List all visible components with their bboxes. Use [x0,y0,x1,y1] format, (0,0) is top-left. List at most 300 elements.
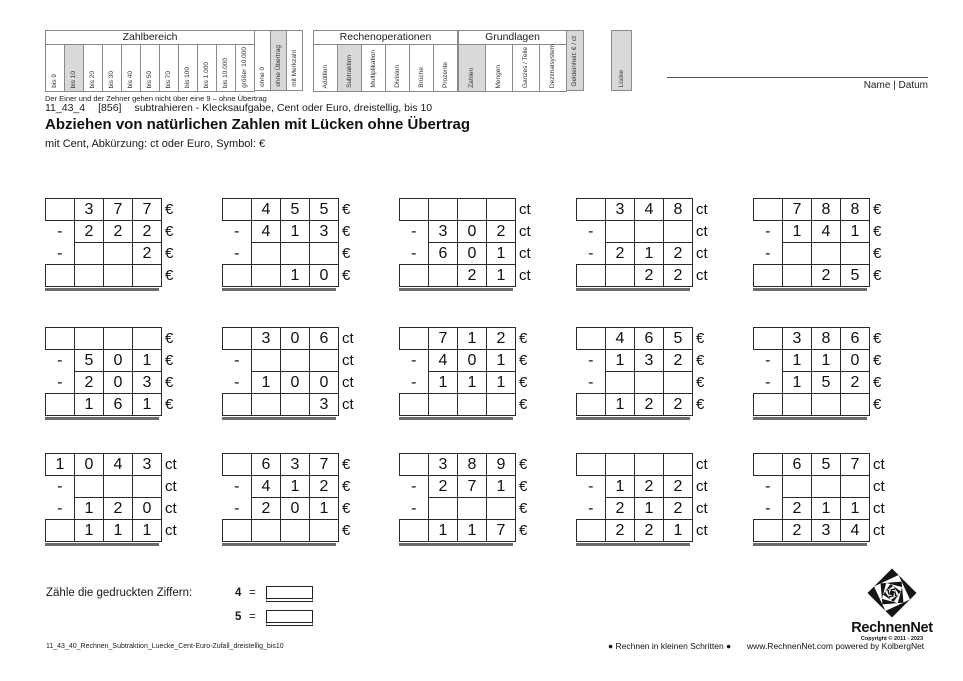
blank-cell [458,498,487,520]
matrix-cell-label: Addition [321,64,329,88]
matrix-cell-label: bis 10.000 [222,58,230,88]
digit-cell: 1 [281,265,310,287]
blank-cell [400,394,429,416]
minus-sign: - [765,352,771,370]
minus-sign: - [588,223,594,241]
digit-cell: 8 [458,454,487,476]
result-underline [45,543,159,546]
minus-sign: - [411,352,417,370]
digit-cell: 0 [458,350,487,372]
problem-grid [576,198,717,287]
minus-sign: - [588,373,594,391]
problem-grid [45,198,186,287]
digit-cell: 0 [841,350,870,372]
subtraction-problem [576,453,717,546]
digit-cell: 1 [606,394,635,416]
blank-cell [664,221,693,243]
digit-cell: 0 [133,498,162,520]
count-answer-box-5 [266,610,313,626]
equals-sign: = [249,611,256,623]
blank-cell [46,328,75,350]
page-title: Abziehen von natürlichen Zahlen mit Lücken ohne Übertrag [45,116,471,133]
digit-cell: 1 [487,372,516,394]
digit-cell: 2 [783,520,812,542]
minus-sign: - [234,478,240,496]
unit-label: € [873,201,882,218]
digit-cell: 3 [310,221,339,243]
minus-sign: - [765,244,771,262]
blank-cell [783,265,812,287]
blank-cell [281,243,310,265]
unit-label: € [873,223,882,240]
digit-cell: 5 [812,372,841,394]
result-underline [753,288,867,291]
minus-sign: - [57,244,63,262]
blank-cell [812,243,841,265]
blank-cell [104,265,133,287]
rechnennet-spiral-icon [866,567,918,619]
blank-cell [104,328,133,350]
matrix-group-label: Grundlagen [458,30,567,45]
digit-cell: 7 [487,520,516,542]
digit-cell: 1 [783,221,812,243]
subtraction-problem [45,327,186,420]
blank-cell [133,328,162,350]
blank-cell [46,394,75,416]
unit-label: € [342,201,351,218]
matrix-cell-label: bis 10 [70,70,78,88]
digit-cell: 1 [310,498,339,520]
unit-label: ct [696,456,708,473]
unit-label: ct [342,352,354,369]
blank-cell [635,372,664,394]
subtraction-problem [222,453,363,546]
subtraction-problem [576,198,717,291]
result-underline [753,543,867,546]
problem-grid [222,453,363,542]
matrix-cell-label: bis 9 [51,74,59,88]
minus-sign: - [411,499,417,517]
blank-cell [812,394,841,416]
blank-cell [75,328,104,350]
digit-cell: 2 [429,476,458,498]
problem-grid [576,327,717,416]
unit-label: € [519,352,528,369]
matrix-cell [159,44,179,92]
digit-cell: 6 [252,454,281,476]
blank-cell [664,372,693,394]
unit-label: € [873,352,882,369]
blank-cell [252,350,281,372]
minus-sign: - [57,223,63,241]
minus-sign: - [234,499,240,517]
topic-matrix [45,30,632,92]
digit-cell: 4 [635,199,664,221]
digit-cell: 0 [458,221,487,243]
blank-cell [252,394,281,416]
unit-label: € [342,456,351,473]
matrix-cell [385,44,410,92]
unit-label: € [165,201,174,218]
count-digit-4: 4 [235,587,242,599]
blank-cell [400,454,429,476]
digit-cell: 2 [75,221,104,243]
matrix-cell-label: ohne Übertrag [274,45,282,87]
matrix-cell [178,44,198,92]
unit-label: € [165,374,174,391]
blank-cell [75,265,104,287]
digit-cell: 1 [487,476,516,498]
digit-cell: 2 [487,221,516,243]
rechnennet-logo [843,567,941,642]
name-date-line [667,77,928,78]
unit-label: ct [342,374,354,391]
blank-cell [577,328,606,350]
blank-cell [577,394,606,416]
digit-cell: 4 [252,199,281,221]
digit-cell: 1 [841,498,870,520]
blank-cell [223,520,252,542]
digit-cell: 0 [75,454,104,476]
subtraction-problem [753,198,894,291]
blank-cell [223,199,252,221]
digit-cell: 1 [635,243,664,265]
subtraction-problem [222,327,363,420]
blank-cell [223,265,252,287]
digit-cell: 7 [310,454,339,476]
digit-cell: 1 [606,350,635,372]
digit-cell: 2 [133,243,162,265]
unit-label: ct [696,245,708,262]
minus-sign: - [411,244,417,262]
matrix-cell [566,30,584,91]
blank-cell [46,199,75,221]
blank-cell [606,221,635,243]
problem-grid [222,327,363,416]
digit-cell: 7 [429,328,458,350]
matrix-cell-label: Brüche [417,67,425,88]
matrix-cell [45,44,65,92]
unit-label: € [165,352,174,369]
matrix-cell [197,44,217,92]
matrix-cell-label: Lücke [617,69,625,87]
blank-cell [577,454,606,476]
result-underline [45,417,159,420]
problems-area [45,198,935,558]
subtraction-problem [45,453,186,546]
digit-cell: 5 [841,265,870,287]
blank-cell [577,520,606,542]
unit-label: € [519,396,528,413]
blank-cell [310,520,339,542]
problem-grid [399,327,540,416]
digit-cell: 7 [841,454,870,476]
digit-cell: 2 [606,243,635,265]
digit-cell: 1 [458,328,487,350]
unit-label: € [519,500,528,517]
matrix-group-label: Rechenoperationen [313,30,458,45]
blank-cell [400,265,429,287]
digit-cell: 2 [104,498,133,520]
logo-wordmark: RechnenNet [851,620,933,636]
blank-cell [841,394,870,416]
subtraction-problem [45,198,186,291]
minus-sign: - [234,373,240,391]
digit-cell: 5 [812,454,841,476]
footer-slogan: ● Rechnen in kleinen Schritten ● [608,641,732,651]
matrix-cell [485,44,513,92]
unit-label: ct [519,223,531,240]
result-underline [222,417,336,420]
digit-cell: 5 [664,328,693,350]
worksheet-id-line [45,102,445,114]
problem-grid [753,453,894,542]
minus-sign: - [765,223,771,241]
digit-cell: 1 [429,520,458,542]
digit-cell: 2 [458,265,487,287]
matrix-group-label: Zahlbereich [45,30,255,45]
matrix-cell [313,44,338,92]
unit-label: € [342,245,351,262]
unit-label: ct [696,267,708,284]
minus-sign: - [588,352,594,370]
count-digit-5: 5 [235,611,242,623]
digit-cell: 1 [487,243,516,265]
matrix-cell-label: Subtraktion [345,55,353,88]
blank-cell [133,265,162,287]
digit-cell: 1 [458,372,487,394]
digit-cell: 3 [812,520,841,542]
page-subtitle: mit Cent, Abkürzung: ct oder Euro, Symbol: € [45,138,266,150]
digit-cell: 1 [75,520,104,542]
matrix-cell [512,44,540,92]
digit-cell: 2 [75,372,104,394]
blank-cell [577,265,606,287]
digit-cell: 2 [606,520,635,542]
blank-cell [400,199,429,221]
blank-cell [310,243,339,265]
unit-label: ct [696,223,708,240]
digit-cell: 5 [281,199,310,221]
matrix-cell [102,44,122,92]
blank-cell [812,476,841,498]
blank-cell [252,520,281,542]
subtraction-problem [399,198,540,291]
digit-cell: 3 [429,221,458,243]
digit-cell: 3 [783,328,812,350]
blank-cell [754,265,783,287]
result-underline [45,288,159,291]
minus-sign: - [57,352,63,370]
matrix-cell [64,44,84,92]
blank-cell [400,520,429,542]
digit-cell: 1 [281,221,310,243]
minus-sign: - [234,223,240,241]
blank-cell [133,476,162,498]
blank-cell [429,394,458,416]
digit-cell: 6 [429,243,458,265]
matrix-group [45,30,255,92]
digit-cell: 3 [429,454,458,476]
digit-cell: 0 [310,265,339,287]
matrix-cell [337,44,362,92]
unit-label: ct [165,478,177,495]
unit-label: ct [519,245,531,262]
result-underline [399,417,513,420]
unit-label: ct [696,500,708,517]
unit-label: € [696,330,705,347]
digit-cell: 2 [812,265,841,287]
digit-cell: 0 [104,350,133,372]
digit-cell: 5 [75,350,104,372]
subtraction-problem [222,198,363,291]
unit-label: ct [696,522,708,539]
unit-label: € [873,330,882,347]
digit-cell: 3 [281,454,310,476]
blank-cell [46,265,75,287]
problem-grid [45,453,186,542]
matrix-cell [140,44,160,92]
matrix-cell [458,44,486,92]
subtraction-problem [399,453,540,546]
blank-cell [664,454,693,476]
unit-label: € [519,330,528,347]
digit-cell: 2 [664,394,693,416]
digit-cell: 1 [664,520,693,542]
blank-cell [46,520,75,542]
digit-cell: 6 [841,328,870,350]
minus-sign: - [765,499,771,517]
matrix-group [313,30,458,92]
unit-label: ct [873,478,885,495]
digit-cell: 6 [104,394,133,416]
digit-cell: 4 [252,221,281,243]
digit-cell: 2 [664,476,693,498]
blank-cell [635,454,664,476]
blank-cell [458,394,487,416]
digit-cell: 9 [487,454,516,476]
matrix-cell-label: bis 100 [184,67,192,88]
matrix-cell-label: größer 10.000 [241,47,249,88]
blank-cell [606,265,635,287]
matrix-cell [433,44,458,92]
matrix-cell-label: bis 20 [89,70,97,88]
minus-sign: - [588,478,594,496]
matrix-cell-label: Dezimalsystem [549,43,557,88]
problem-grid [399,198,540,287]
digit-cell: 1 [487,265,516,287]
blank-cell [223,454,252,476]
unit-label: ct [342,396,354,413]
unit-label: € [696,352,705,369]
matrix-cell [83,44,103,92]
digit-cell: 2 [252,498,281,520]
digit-cell: 1 [841,221,870,243]
blank-cell [841,476,870,498]
result-underline [576,288,690,291]
blank-cell [429,199,458,221]
unit-label: € [342,478,351,495]
digit-cell: 4 [606,328,635,350]
unit-label: € [342,267,351,284]
digit-cell: 1 [429,372,458,394]
unit-label: € [873,267,882,284]
unit-label: € [165,245,174,262]
unit-label: € [696,396,705,413]
footer-filename: 11_43_40_Rechnen_Subtraktion_Luecke_Cent-Euro-Zufall_dreistellig_bis10 [46,643,284,650]
worksheet-desc: subtrahieren - Klecksaufgabe, Cent oder Euro, dreistellig, bis 10 [134,102,433,114]
subtraction-problem [576,327,717,420]
digit-cell: 2 [487,328,516,350]
unit-label: ct [165,456,177,473]
unit-label: € [519,456,528,473]
digit-cell: 7 [783,199,812,221]
footer-site: www.RechnenNet.com powered by KolbergNet [747,641,925,651]
digit-cell: 3 [310,394,339,416]
unit-label: ct [165,500,177,517]
matrix-cell-label: Mengen [495,64,503,88]
blank-cell [754,199,783,221]
problem-grid [576,453,717,542]
matrix-cell-label: Geldeinheit: € / ct [571,36,579,87]
digit-cell: 1 [783,372,812,394]
digit-cell: 7 [104,199,133,221]
unit-label: € [873,374,882,391]
digit-cell: 4 [841,520,870,542]
digit-cell: 1 [812,350,841,372]
digit-cell: 3 [133,372,162,394]
digit-cell: 1 [75,498,104,520]
blank-cell [75,243,104,265]
subtraction-problem [753,453,894,546]
digit-cell: 8 [664,199,693,221]
digit-cell: 2 [133,221,162,243]
problem-grid [753,198,894,287]
digit-cell: 2 [635,520,664,542]
result-underline [576,543,690,546]
blank-cell [223,394,252,416]
unit-label: € [342,500,351,517]
digit-cell: 2 [783,498,812,520]
blank-cell [487,199,516,221]
unit-label: € [696,374,705,391]
digit-cell: 6 [635,328,664,350]
result-underline [399,543,513,546]
digit-cell: 3 [75,199,104,221]
digit-cell: 4 [252,476,281,498]
blank-cell [104,476,133,498]
matrix-cell [539,44,567,92]
digit-cell: 1 [133,394,162,416]
matrix-cell-label: bis 1.000 [203,61,211,88]
unit-label: € [165,396,174,413]
unit-label: € [165,330,174,347]
digit-cell: 1 [252,372,281,394]
minus-sign: - [234,352,240,370]
unit-label: € [873,396,882,413]
problem-grid [222,198,363,287]
blank-cell [429,498,458,520]
unit-label: ct [873,522,885,539]
minus-sign: - [765,373,771,391]
blank-cell [783,476,812,498]
digit-cell: 1 [606,476,635,498]
matrix-cell [235,44,255,92]
digit-cell: 8 [841,199,870,221]
unit-label: € [165,223,174,240]
blank-cell [841,243,870,265]
digit-cell: 5 [310,199,339,221]
